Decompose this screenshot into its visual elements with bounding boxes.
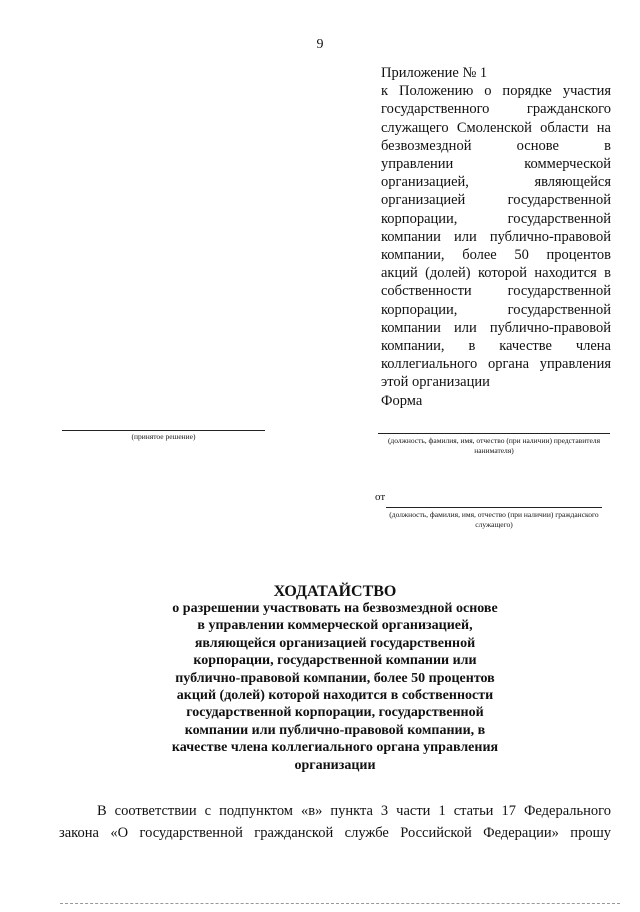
- appendix-line: акций (долей) которой находится в: [381, 265, 611, 282]
- appendix-line: к Положению о порядке участия: [381, 83, 611, 100]
- page-number: 9: [316, 37, 324, 52]
- appendix-line: организацией государственной: [381, 192, 611, 209]
- representative-line: [378, 433, 610, 434]
- subtitle-line: государственной корпорации, государственной: [186, 705, 484, 721]
- subtitle-line: корпорации, государственной компании или: [193, 653, 477, 669]
- subtitle-line: публично-правовой компании, более 50 процентов: [175, 670, 495, 686]
- appendix-line: государственного гражданского: [381, 101, 611, 118]
- representative-caption: (должность, фамилия, имя, отчество (при наличии) представителя нанимателя): [387, 436, 601, 455]
- from-label: от: [375, 491, 386, 503]
- appendix-line: безвозмездной основе в: [381, 137, 611, 154]
- body-line: В соответствии с подпунктом «в» пункта 3 части 1 статьи 17 Федерального: [97, 803, 611, 819]
- form-label: Форма: [381, 392, 423, 409]
- appendix-line: корпорации, государственной: [381, 210, 611, 227]
- appendix-line: служащего Смоленской области на: [381, 119, 611, 136]
- appendix-line: управлении коммерческой: [381, 156, 611, 173]
- subtitle-line: являющейся организацией государственной: [194, 635, 476, 651]
- appendix-line: компании или публично-правовой: [381, 319, 611, 336]
- appendix-line: собственности государственной: [381, 283, 611, 300]
- subtitle-line: компании или публично-правовой компании, в: [184, 722, 486, 738]
- appendix-block: [381, 64, 611, 410]
- appendix-line: компании или публично-правовой: [381, 228, 611, 245]
- appendix-line: корпорации, государственной: [381, 301, 611, 318]
- decision-line: [62, 430, 265, 431]
- subtitle-line: качестве члена коллегиального органа управления: [171, 740, 499, 756]
- body-paragraph: [59, 800, 611, 844]
- appendix-line: компании, более 50 процентов: [381, 247, 611, 264]
- subtitle-line: организации: [294, 757, 376, 773]
- appendix-line: компании, в качестве члена: [381, 338, 611, 355]
- decision-caption: (принятое решение): [131, 432, 196, 441]
- document-subtitle: [0, 600, 640, 774]
- subtitle-line: о разрешении участвовать на безвозмездной основе: [172, 601, 498, 616]
- body-line: закона «О государственной гражданской службе Российской Федерации» прошу: [59, 825, 611, 841]
- appendix-line: коллегиального органа управления: [381, 356, 611, 373]
- subtitle-line: в управлении коммерческой организацией,: [197, 618, 473, 634]
- servant-line: [386, 507, 602, 508]
- servant-caption: (должность, фамилия, имя, отчество (при наличии) гражданского служащего): [389, 510, 599, 529]
- appendix-line: организацией, являющейся: [381, 174, 611, 191]
- appendix-line: Приложение № 1: [381, 65, 488, 81]
- document-title: ХОДАТАЙСТВО: [273, 583, 397, 600]
- appendix-line: этой организации: [381, 374, 490, 391]
- scan-edge-artifact: [60, 903, 620, 904]
- subtitle-line: акций (долей) которой находится в собственности: [176, 688, 494, 704]
